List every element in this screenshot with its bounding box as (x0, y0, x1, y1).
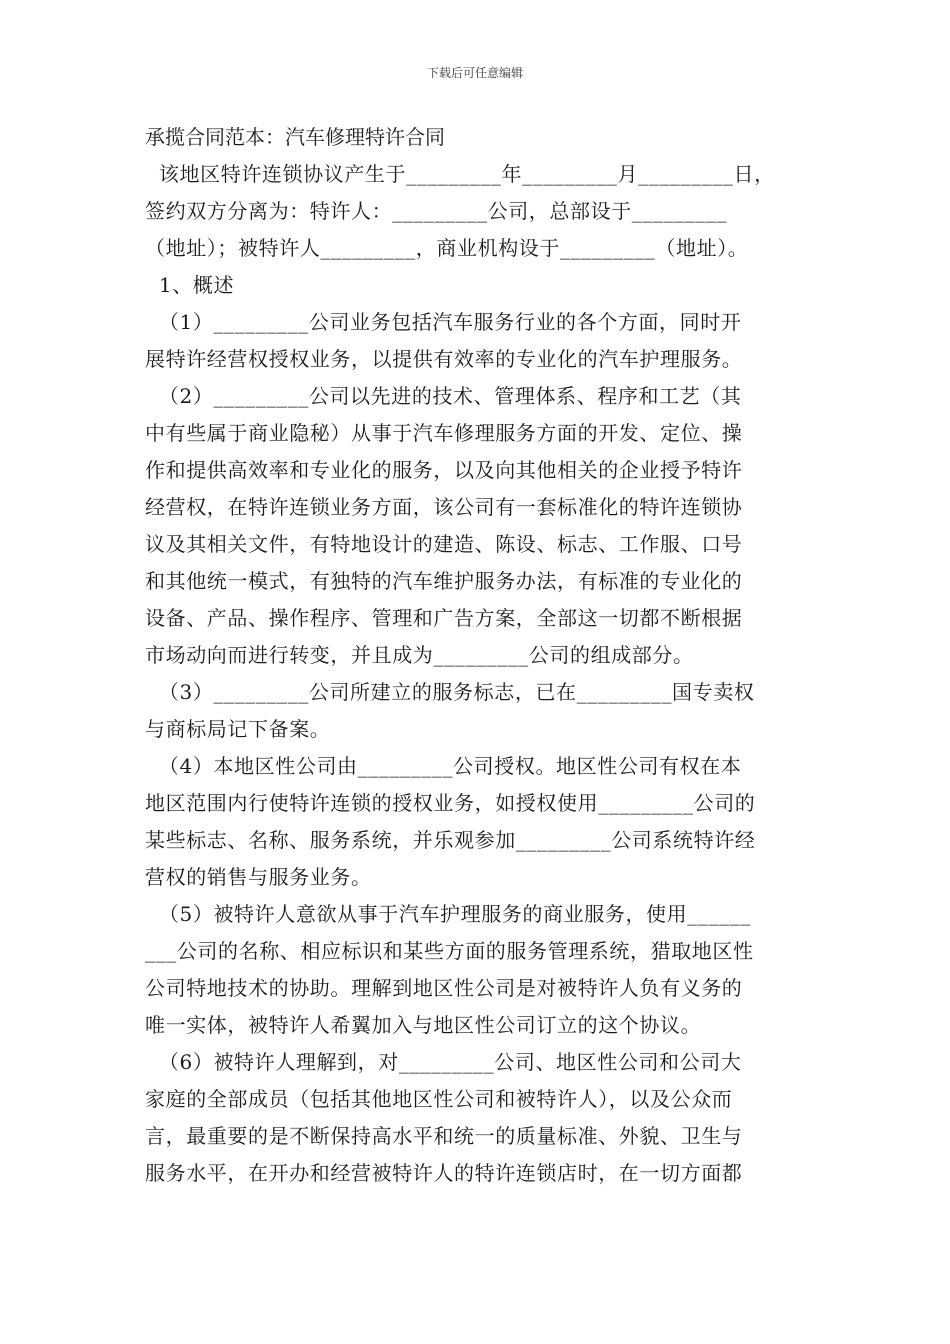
text-line: 中有些属于商业隐秘）从事于汽车修理服务方面的开发、定位、操 (145, 421, 743, 445)
page-header-note: 下载后可任意编辑 (426, 66, 523, 80)
text-line: 家庭的全部成员（包括其他地区性公司和被特许人），以及公众而 (145, 1087, 733, 1111)
text-line: 和其他统一模式，有独特的汽车维护服务办法，有标准的专业化的 (145, 569, 743, 593)
text-line: （4）本地区性公司由_________公司授权。地区性公司有权在本 (145, 754, 742, 778)
text-line: 市场动向而进行转变，并且成为_________公司的组成部分。 (145, 643, 694, 667)
document-body (145, 118, 810, 1192)
document-title: 承揽合同范本：汽车修理特许合同 (145, 125, 445, 149)
text-line: 与商标局记下备案。 (145, 717, 331, 741)
text-line: 营权的销售与服务业务。 (145, 865, 372, 889)
text-line: 某些标志、名称、服务系统，并乐观参加_________公司系统特许经 (145, 828, 756, 852)
text-line: （2）_________公司以先进的技术、管理体系、程序和工艺（其 (145, 384, 742, 408)
text-line: 地区范围内行使特许连锁的授权业务，如授权使用_________公司的 (145, 791, 756, 815)
text-line: 服务水平，在开办和经营被特许人的特许连锁店时，在一切方面都 (145, 1161, 743, 1185)
text-line: 经营权，在特许连锁业务方面，该公司有一套标准化的特许连锁协 (145, 495, 743, 519)
text-line: ___公司的名称、相应标识和某些方面的服务管理系统，猎取地区性 (145, 939, 754, 963)
text-line: 作和提供高效率和专业化的服务，以及向其他相关的企业授予特许 (145, 458, 743, 482)
document-text (145, 156, 810, 1192)
text-line: （地址）；被特许人_________，商业机构设于_________（地址）。 (145, 236, 749, 260)
text-line: （3）_________公司所建立的服务标志，已在_________国专卖权 (145, 680, 755, 704)
text-line: 议及其相关文件，有特地设计的建造、陈设、标志、工作服、口号 (145, 532, 743, 556)
text-line: 公司特地技术的协助。理解到地区性公司是对被特许人负有义务的 (145, 976, 743, 1000)
text-line: （1）_________公司业务包括汽车服务行业的各个方面，同时开 (145, 310, 742, 334)
text-line: （5）被特许人意欲从事于汽车护理服务的商业服务，使用______ (145, 902, 751, 926)
text-line: 该地区特许连锁协议产生于_________年_________月_________日， (145, 162, 775, 186)
text-line: 签约双方分离为：特许人：_________公司，总部设于_________ (145, 199, 728, 223)
text-line: 言，最重要的是不断保持高水平和统一的质量标准、外貌、卫生与 (145, 1124, 743, 1148)
text-line: 1、概述 (145, 273, 235, 297)
text-line: 设备、产品、操作程序、管理和广告方案，全部这一切都不断根据 (145, 606, 743, 630)
text-line: （6）被特许人理解到，对_________公司、地区性公司和公司大 (145, 1050, 742, 1074)
text-line: 展特许经营权授权业务，以提供有效率的专业化的汽车护理服务。 (145, 347, 743, 371)
text-line: 唯一实体，被特许人希翼加入与地区性公司订立的这个协议。 (145, 1013, 702, 1037)
